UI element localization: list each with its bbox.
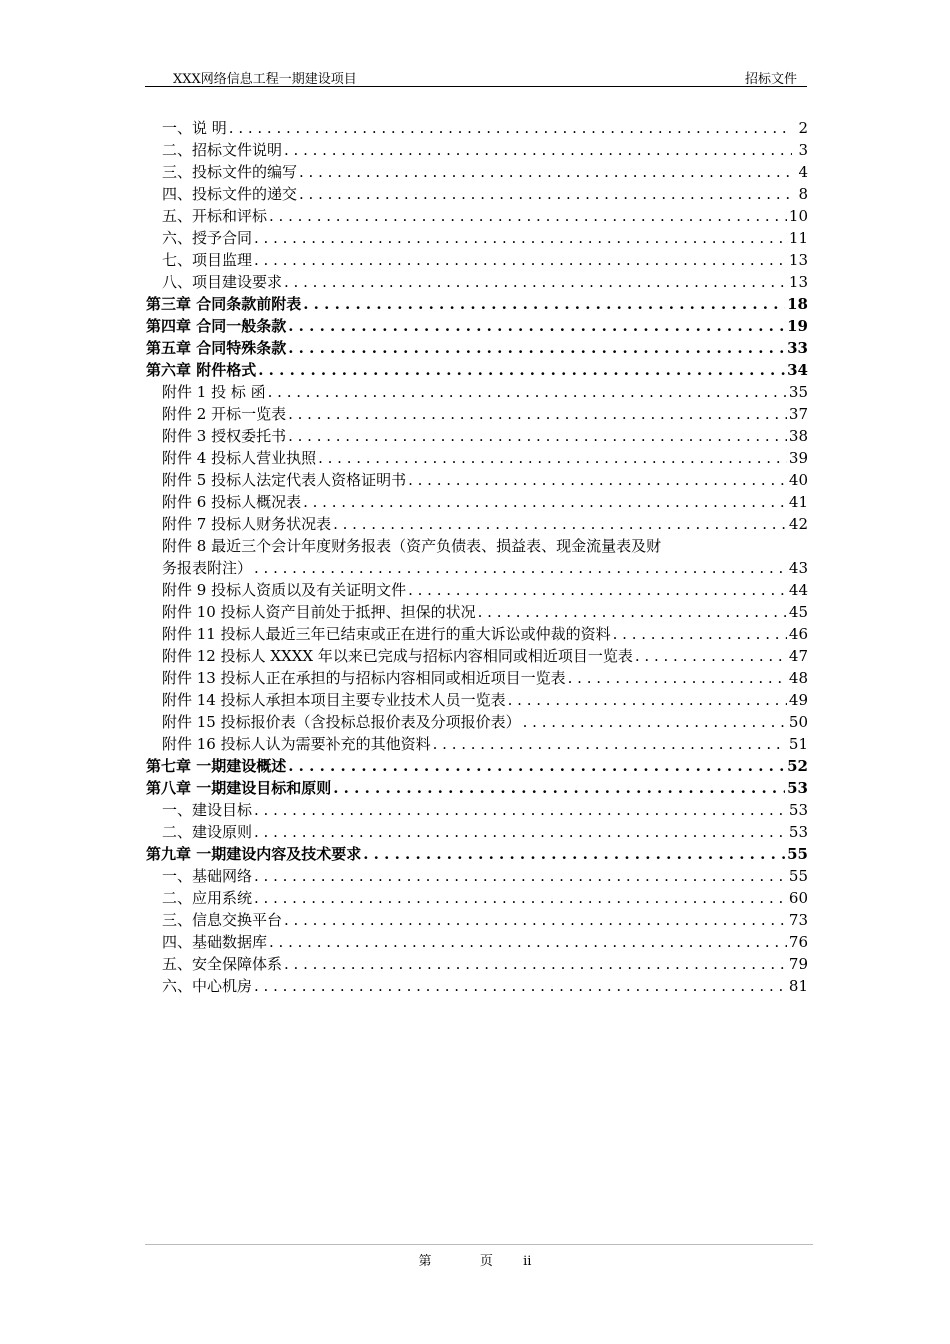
dot-leader <box>284 909 787 931</box>
toc-section-entry[interactable] <box>146 645 808 667</box>
footer-label-di: 第 <box>418 1254 432 1269</box>
toc-entry-title: 二、招标文件说明 <box>162 141 283 159</box>
toc-page-number: 60 <box>788 889 808 907</box>
toc-entry-title: 第九章 一期建设内容及技术要求 <box>146 845 362 863</box>
toc-page-number: 18 <box>787 295 808 313</box>
toc-page-number: 3 <box>798 141 808 159</box>
dot-leader <box>254 887 787 909</box>
toc-page-number: 55 <box>788 867 808 885</box>
toc-section-entry[interactable] <box>146 161 808 183</box>
toc-chapter-entry[interactable] <box>146 337 808 359</box>
toc-section-entry[interactable] <box>146 271 808 293</box>
toc-entry-title: 第八章 一期建设目标和原则 <box>146 779 332 797</box>
toc-page-number: 41 <box>788 493 808 511</box>
toc-page-number: 35 <box>788 383 808 401</box>
dot-leader <box>254 249 787 271</box>
toc-section-entry[interactable] <box>146 469 808 491</box>
dot-leader <box>299 183 792 205</box>
dot-leader <box>284 139 792 161</box>
toc-page-number: 53 <box>788 823 808 841</box>
toc-page-number: 13 <box>788 273 808 291</box>
toc-entry-title: 六、授予合同 <box>162 229 253 247</box>
toc-page-number: 76 <box>788 933 808 951</box>
toc-entry-title: 一、基础网络 <box>162 867 253 885</box>
dot-leader <box>258 359 785 381</box>
toc-entry-title: 附件 3 授权委托书 <box>162 427 287 445</box>
toc-page-number: 38 <box>788 427 808 445</box>
toc-page-number: 79 <box>788 955 808 973</box>
dot-leader <box>303 293 785 315</box>
toc-entry-title: 五、安全保障体系 <box>162 955 283 973</box>
toc-section-entry[interactable] <box>146 623 808 645</box>
dot-leader <box>299 161 792 183</box>
toc-section-entry[interactable] <box>146 447 808 469</box>
page-header <box>145 64 807 87</box>
toc-page-number: 53 <box>788 801 808 819</box>
toc-page-number: 34 <box>787 361 808 379</box>
toc-chapter-entry[interactable] <box>146 359 808 381</box>
dot-leader <box>523 711 787 733</box>
toc-chapter-entry[interactable] <box>146 755 808 777</box>
toc-page-number: 45 <box>788 603 808 621</box>
dot-leader <box>408 469 787 491</box>
dot-leader <box>254 821 787 843</box>
dot-leader <box>254 799 787 821</box>
toc-section-entry[interactable] <box>146 403 808 425</box>
toc-page-number: 33 <box>787 339 808 357</box>
toc-page-number: 2 <box>798 119 808 137</box>
toc-section-entry[interactable] <box>146 975 808 997</box>
toc-entry-title: 一、说 明 <box>162 119 227 137</box>
toc-page-number: 50 <box>788 713 808 731</box>
toc-page-number: 43 <box>788 559 808 577</box>
dot-leader <box>284 271 787 293</box>
dot-leader <box>288 755 785 777</box>
toc-entry-title[interactable]: 附件 8 最近三个会计年度财务报表（资产负债表、损益表、现金流量表及财 <box>162 537 662 555</box>
toc-page-number: 46 <box>788 625 808 643</box>
dot-leader <box>288 337 785 359</box>
toc-chapter-entry[interactable] <box>146 843 808 865</box>
toc-entry-title: 第七章 一期建设概述 <box>146 757 287 775</box>
toc-section-entry[interactable] <box>146 557 808 579</box>
toc-section-entry[interactable] <box>146 249 808 271</box>
toc-entry-title: 三、信息交换平台 <box>162 911 283 929</box>
dot-leader <box>508 689 787 711</box>
toc-entry-title: 第五章 合同特殊条款 <box>146 339 287 357</box>
toc-page-number: 51 <box>788 735 808 753</box>
toc-entry-title: 一、建设目标 <box>162 801 253 819</box>
toc-section-entry[interactable] <box>146 821 808 843</box>
header-project-title: XXX网络信息工程一期建设项目 <box>173 72 357 87</box>
toc-section-entry[interactable] <box>146 491 808 513</box>
dot-leader <box>568 667 787 689</box>
toc-entry-title: 附件 16 投标人认为需要补充的其他资料 <box>162 735 431 753</box>
toc-page-number: 48 <box>788 669 808 687</box>
toc-section-entry[interactable] <box>146 227 808 249</box>
dot-leader <box>433 733 787 755</box>
toc-page-number: 47 <box>788 647 808 665</box>
toc-entry-title: 七、项目监理 <box>162 251 253 269</box>
table-of-contents <box>146 117 808 997</box>
toc-section-entry[interactable] <box>146 139 808 161</box>
dot-leader <box>333 513 787 535</box>
dot-leader <box>288 403 787 425</box>
toc-page-number: 4 <box>798 163 808 181</box>
dot-leader <box>303 491 787 513</box>
dot-leader <box>229 117 792 139</box>
toc-section-entry[interactable] <box>146 799 808 821</box>
toc-section-entry[interactable] <box>146 865 808 887</box>
toc-section-entry[interactable] <box>146 117 808 139</box>
toc-page-number: 42 <box>788 515 808 533</box>
toc-section-entry[interactable] <box>146 689 808 711</box>
toc-page-number: 39 <box>788 449 808 467</box>
toc-entry-title: 第三章 合同条款前附表 <box>146 295 302 313</box>
toc-section-entry[interactable] <box>146 425 808 447</box>
toc-page-number: 8 <box>798 185 808 203</box>
toc-page-number: 81 <box>788 977 808 995</box>
toc-page-number: 53 <box>787 779 808 797</box>
toc-section-entry[interactable] <box>146 733 808 755</box>
toc-entry-title: 八、项目建设要求 <box>162 273 283 291</box>
dot-leader <box>613 623 787 645</box>
toc-chapter-entry[interactable] <box>146 315 808 337</box>
toc-section-entry[interactable] <box>146 931 808 953</box>
toc-entry-title: 附件 14 投标人承担本项目主要专业技术人员一览表 <box>162 691 506 709</box>
toc-entry-title: 附件 11 投标人最近三年已结束或正在进行的重大诉讼或仲裁的资料 <box>162 625 611 643</box>
footer-page-number: ii <box>523 1254 532 1269</box>
dot-leader <box>288 425 787 447</box>
toc-entry-title: 附件 6 投标人概况表 <box>162 493 302 511</box>
toc-entry-title: 六、中心机房 <box>162 977 253 995</box>
toc-entry-title: 附件 15 投标报价表（含投标总报价表及分项报价表） <box>162 713 521 731</box>
toc-section-entry[interactable] <box>146 183 808 205</box>
toc-entry-title: 附件 9 投标人资质以及有关证明文件 <box>162 581 407 599</box>
dot-leader <box>268 381 787 403</box>
toc-page-number: 10 <box>788 207 808 225</box>
toc-page-number: 49 <box>788 691 808 709</box>
toc-section-entry[interactable] <box>146 381 808 403</box>
toc-section-entry[interactable] <box>146 205 808 227</box>
dot-leader <box>635 645 787 667</box>
toc-section-entry[interactable] <box>146 667 808 689</box>
dot-leader <box>269 931 787 953</box>
toc-entry-title: 附件 12 投标人 XXXX 年以来已完成与招标内容相同或相近项目一览表 <box>162 647 633 665</box>
toc-entry-title: 附件 5 投标人法定代表人资格证明书 <box>162 471 407 489</box>
toc-chapter-entry[interactable] <box>146 293 808 315</box>
toc-entry-title: 四、基础数据库 <box>162 933 268 951</box>
toc-entry-title: 第六章 附件格式 <box>146 361 257 379</box>
dot-leader <box>363 843 785 865</box>
toc-section-entry[interactable] <box>146 711 808 733</box>
toc-page-number: 52 <box>787 757 808 775</box>
toc-chapter-entry[interactable] <box>146 777 808 799</box>
toc-page-number: 73 <box>788 911 808 929</box>
toc-page-number: 55 <box>787 845 808 863</box>
toc-section-entry[interactable] <box>146 953 808 975</box>
toc-entry-title: 第四章 合同一般条款 <box>146 317 287 335</box>
toc-section-entry[interactable] <box>146 887 808 909</box>
toc-entry-title: 务报表附注） <box>162 559 253 577</box>
header-document-type: 招标文件 <box>744 72 797 87</box>
toc-entry-title: 三、投标文件的编写 <box>162 163 298 181</box>
dot-leader <box>333 777 785 799</box>
dot-leader <box>269 205 787 227</box>
toc-entry-title: 五、开标和评标 <box>162 207 268 225</box>
toc-page-number: 19 <box>787 317 808 335</box>
toc-section-entry[interactable] <box>146 909 808 931</box>
dot-leader <box>284 953 787 975</box>
page-footer <box>0 1250 950 1269</box>
dot-leader <box>408 579 787 601</box>
dot-leader <box>288 315 785 337</box>
toc-page-number: 37 <box>788 405 808 423</box>
toc-page-number: 11 <box>788 229 808 247</box>
toc-page-number: 40 <box>788 471 808 489</box>
dot-leader <box>318 447 787 469</box>
footer-divider <box>145 1244 813 1245</box>
dot-leader <box>254 865 787 887</box>
footer-label-ye: 页 <box>479 1254 493 1269</box>
toc-section-entry[interactable] <box>146 601 808 623</box>
toc-entry-title: 四、投标文件的递交 <box>162 185 298 203</box>
dot-leader <box>478 601 787 623</box>
toc-entry-title: 附件 10 投标人资产目前处于抵押、担保的状况 <box>162 603 476 621</box>
dot-leader <box>254 227 787 249</box>
toc-entry-title: 附件 1 投 标 函 <box>162 383 266 401</box>
dot-leader <box>254 557 787 579</box>
toc-page-number: 13 <box>788 251 808 269</box>
toc-entry-title: 二、应用系统 <box>162 889 253 907</box>
toc-entry-title: 附件 13 投标人正在承担的与招标内容相同或相近项目一览表 <box>162 669 566 687</box>
toc-entry-title: 附件 2 开标一览表 <box>162 405 287 423</box>
toc-page-number: 44 <box>788 581 808 599</box>
toc-entry-title: 附件 7 投标人财务状况表 <box>162 515 332 533</box>
toc-section-entry[interactable] <box>146 513 808 535</box>
toc-entry-title: 附件 4 投标人营业执照 <box>162 449 317 467</box>
dot-leader <box>254 975 787 997</box>
toc-entry-title: 二、建设原则 <box>162 823 253 841</box>
toc-section-entry[interactable] <box>146 579 808 601</box>
